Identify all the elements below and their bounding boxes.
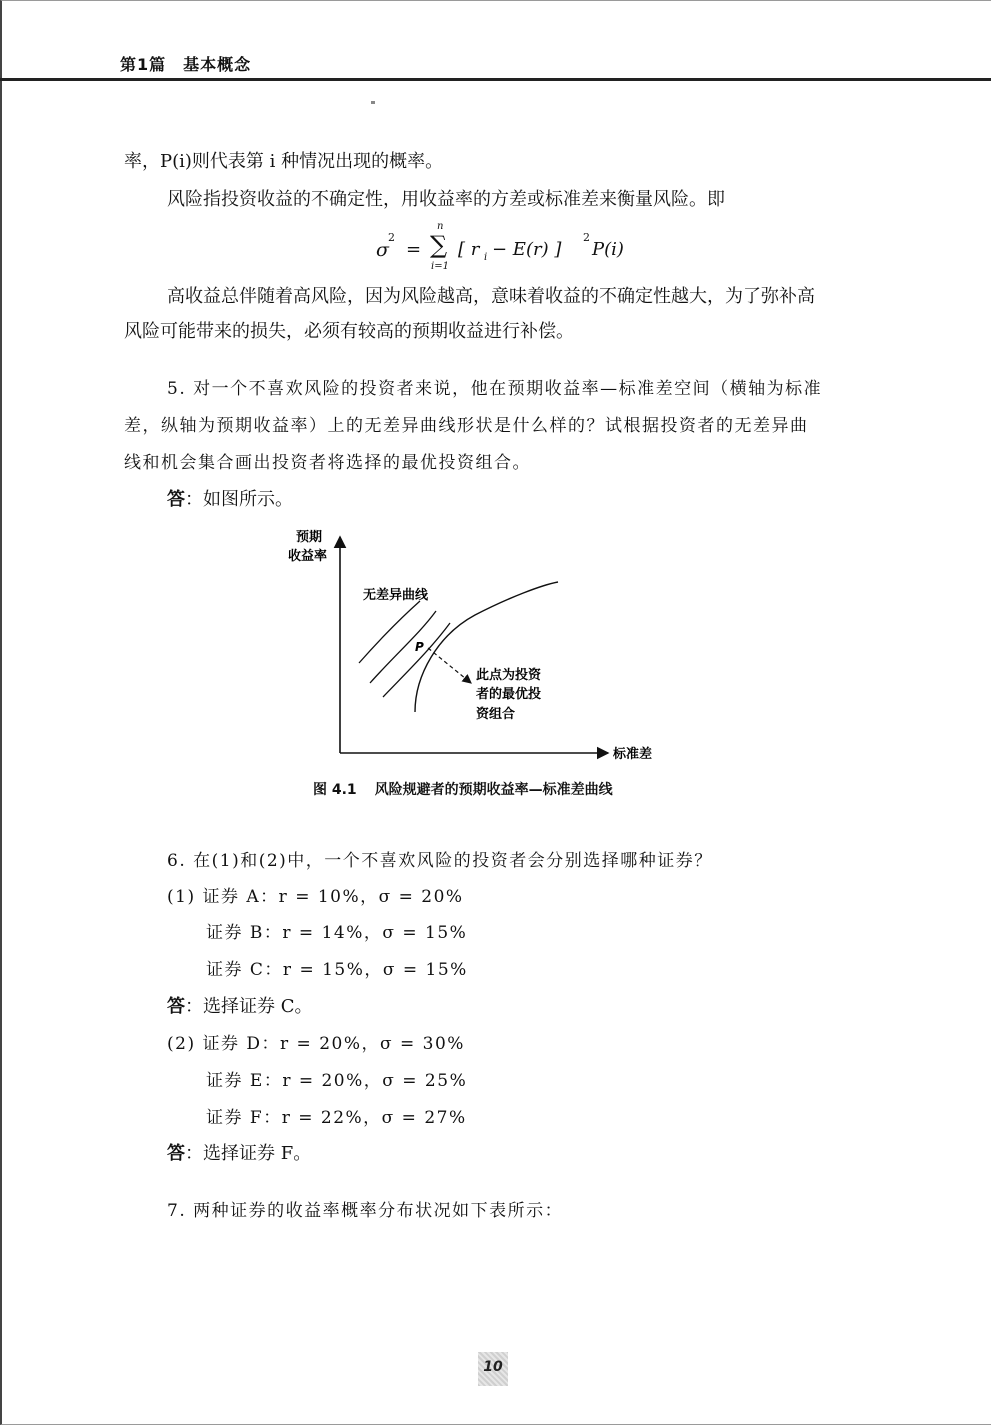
- answer-6-2-label: 答: [167, 1143, 185, 1164]
- scan-speck: [371, 101, 375, 104]
- paragraph-high-return: 高收益总伴随着高风险，因为风险越高，意味着收益的不确定性越大，为了弥补高: [167, 286, 815, 307]
- question-6: 6. 在(1)和(2)中，一个不喜欢风险的投资者会分别选择哪种证券？: [167, 851, 713, 871]
- optimal-point-label: P: [415, 640, 424, 654]
- formula-sum-lower: i=1: [431, 261, 449, 272]
- indifference-curve-figure: [270, 525, 710, 770]
- security-f: 证券 F：r = 22%，σ = 27%: [206, 1108, 467, 1128]
- answer-5-text: ：如图所示。: [185, 489, 293, 510]
- indifference-curve-1: [359, 601, 420, 663]
- optimal-point-note-line-2: 者的最优投: [476, 687, 542, 702]
- answer-6-2-text: ：选择证券 F。: [185, 1143, 312, 1164]
- formula-body-exponent: 2: [583, 231, 590, 244]
- optimal-point-note-line-3: 资组合: [476, 707, 516, 722]
- question-5-line-2: 差，纵轴为预期收益率）上的无差异曲线形状是什么样的？试根据投资者的无差异曲: [124, 416, 809, 436]
- formula-equals: =: [406, 239, 422, 260]
- answer-6-1: [167, 995, 313, 1019]
- security-c: 证券 C：r = 15%，σ = 15%: [206, 960, 468, 980]
- optimal-point-pointer: [428, 648, 471, 683]
- formula-sum-sign: ∑: [430, 231, 448, 259]
- running-header: 第1篇 基本概念: [120, 55, 252, 74]
- answer-5: [167, 488, 293, 512]
- formula-body-subscript: i: [484, 252, 488, 263]
- security-e: 证券 E：r = 20%，σ = 25%: [206, 1071, 468, 1091]
- formula-sum-upper: n: [437, 221, 444, 232]
- header-rule: [0, 78, 991, 81]
- figure-caption-number: 图 4.1: [313, 782, 357, 798]
- optimal-point-note-line-1: 此点为投资: [476, 668, 542, 683]
- paragraph-risk-def: 风险指投资收益的不确定性，用收益率的方差或标准差来衡量风险。即: [167, 189, 725, 210]
- security-a: (1) 证券 A：r = 10%，σ = 20%: [167, 887, 464, 907]
- formula-body-open: [ r: [458, 239, 480, 260]
- answer-6-1-label: 答: [167, 996, 185, 1017]
- formula-sigma: σ: [376, 239, 389, 261]
- variance-formula: [376, 221, 636, 275]
- figure-caption-text: 风险规避者的预期收益率—标准差曲线: [374, 782, 613, 798]
- x-axis-label: 标准差: [613, 747, 653, 762]
- security-b: 证券 B：r = 14%，σ = 15%: [206, 923, 468, 943]
- page-number: 10: [478, 1352, 508, 1386]
- question-5-line-1: 5. 对一个不喜欢风险的投资者来说，他在预期收益率—标准差空间（横轴为标准: [167, 379, 823, 399]
- answer-6-2: [167, 1142, 311, 1166]
- y-axis-label-line-1: 预期: [296, 530, 323, 545]
- question-5-line-3: 线和机会集合画出投资者将选择的最优投资组合。: [124, 453, 531, 473]
- indifference-curve-2: [370, 611, 436, 683]
- y-axis-label-line-2: 收益率: [288, 549, 328, 564]
- curve-label: 无差异曲线: [363, 588, 429, 603]
- question-7: 7. 两种证券的收益率概率分布状况如下表所示：: [167, 1201, 564, 1221]
- paragraph-probability-def: 率，P(i)则代表第 i 种情况出现的概率。: [124, 151, 444, 172]
- answer-6-1-text: ：选择证券 C。: [185, 996, 313, 1017]
- formula-probability: P(i): [592, 239, 624, 260]
- figure-caption: [313, 779, 613, 799]
- security-d: (2) 证券 D：r = 20%，σ = 30%: [167, 1034, 465, 1054]
- formula-sigma-exponent: 2: [388, 231, 395, 244]
- answer-5-label: 答: [167, 489, 185, 510]
- paragraph-compensation: 风险可能带来的损失，必须有较高的预期收益进行补偿。: [124, 321, 574, 342]
- formula-body-rest: − E(r) ]: [492, 239, 562, 260]
